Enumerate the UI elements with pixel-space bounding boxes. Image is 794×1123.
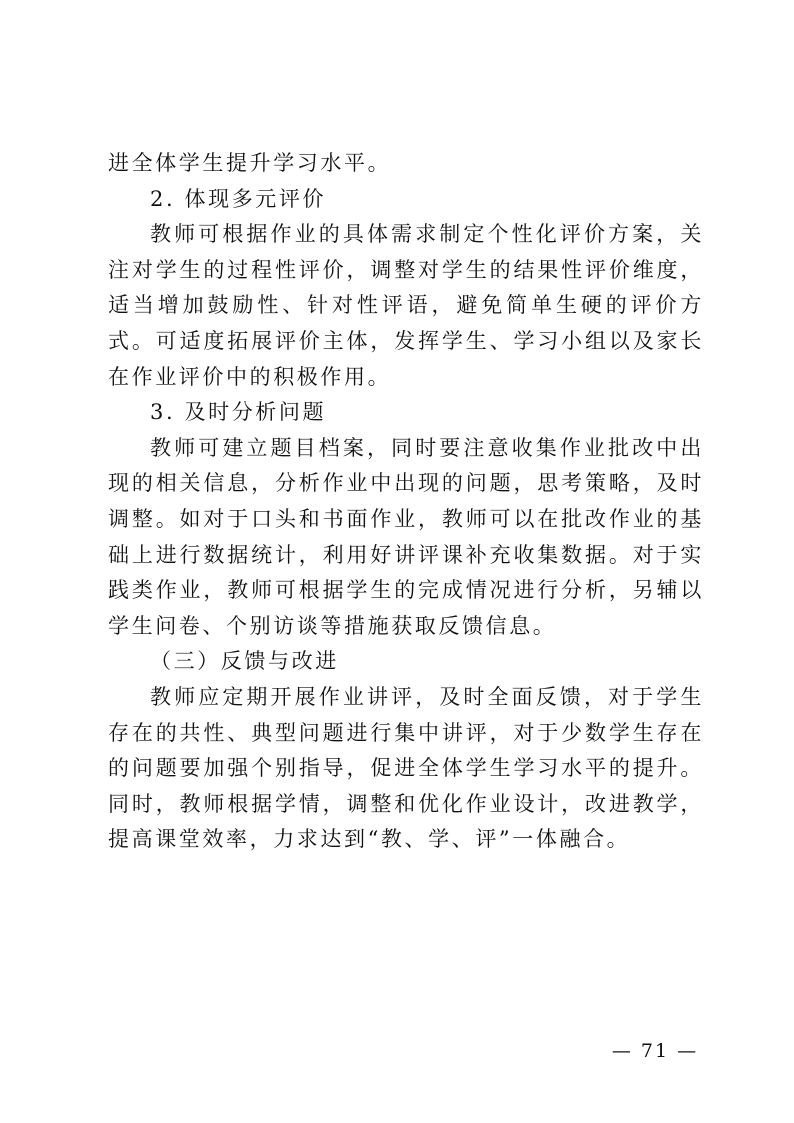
section-heading-analyze-problems: 3. 及时分析问题 xyxy=(150,400,327,425)
body-paragraph-analysis: 教师可建立题目档案，同时要注意收集作业批改中出现的相关信息，分析作业中出现的问题，思考策略，及时调整。如对于口头和书面作业，教师可以在批改作业的基础上进行数据统计，利用好讲评课补充收集数据。对于实践类作业，教师可根据学生的完成情况进行分析，另辅以学生问卷、个别访谈等措施获取反馈信息。 xyxy=(108,435,704,638)
page-number: — 71 — xyxy=(611,1040,699,1062)
section-heading-feedback: （三）反馈与改进 xyxy=(150,649,339,674)
continuation-paragraph: 进全体学生提升学习水平。 xyxy=(108,151,392,175)
body-paragraph-evaluation: 教师可根据作业的具体需求制定个性化评价方案，关注对学生的过程性评价，调整对学生的结果性评价维度，适当增加鼓励性、针对性评语，避免简单生硬的评价方式。可适度拓展评价主体，发挥学生、学习小组以及家长在作业评价中的积极作用。 xyxy=(108,222,704,389)
body-paragraph-feedback: 教师应定期开展作业讲评，及时全面反馈，对于学生存在的共性、典型问题进行集中讲评，对于少数学生存在的问题要加强个别指导，促进全体学生学习水平的提升。同时，教师根据学情，调整和优化作业设计，改进教学，提高课堂效率，力求达到“教、学、评”一体融合。 xyxy=(108,684,704,852)
document-body xyxy=(108,146,704,858)
section-heading-multi-evaluation: 2. 体现多元评价 xyxy=(150,186,327,211)
